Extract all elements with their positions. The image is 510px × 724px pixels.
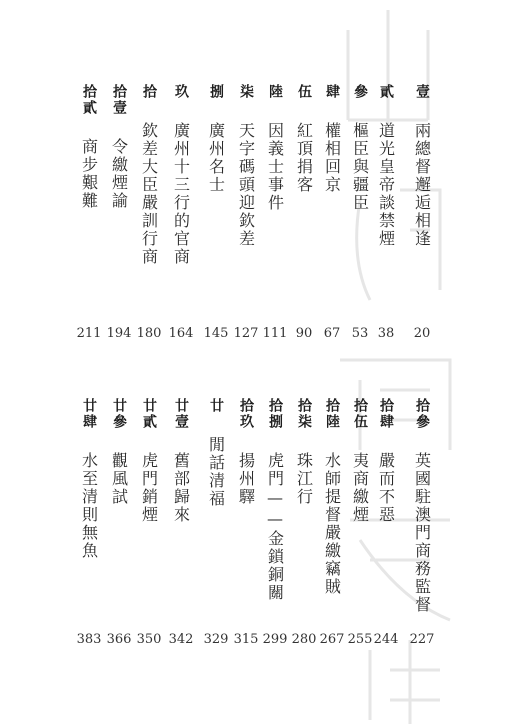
- toc-entry: [205, 398, 227, 508]
- toc-entry: [78, 84, 100, 210]
- chapter-number: 壹: [414, 84, 430, 100]
- toc-entry: [205, 84, 227, 194]
- chapter-title: 閒話清福: [206, 436, 226, 508]
- chapter-title: 虎門——金鎖銅關: [265, 452, 285, 602]
- page-number: 244: [373, 632, 399, 647]
- chapter-number: 柒: [238, 84, 254, 100]
- toc-entry: [108, 398, 130, 506]
- toc-entry: [108, 84, 130, 210]
- chapter-title: 商步艱難: [79, 138, 99, 210]
- chapter-number: 拾柒: [296, 398, 312, 430]
- toc-entry: [170, 84, 192, 266]
- page-number: 127: [233, 326, 259, 341]
- page-number: 280: [291, 632, 317, 647]
- chapter-title: 夷商繳煙: [350, 452, 370, 524]
- page-number: 255: [347, 632, 373, 647]
- chapter-title: 揚州驛: [236, 452, 256, 506]
- chapter-title: 水至清則無魚: [79, 452, 99, 560]
- page-number: 315: [233, 632, 259, 647]
- toc-entry: [321, 84, 343, 194]
- chapter-number: 拾陸: [324, 398, 340, 430]
- chapter-number: 參: [352, 84, 368, 100]
- chapter-number: 拾壹: [111, 84, 127, 116]
- chapter-number: 拾貳: [81, 84, 97, 116]
- chapter-title: 權相回京: [322, 122, 342, 194]
- chapter-number: 伍: [296, 84, 312, 100]
- chapter-number: 廿壹: [173, 398, 189, 430]
- page-number: 267: [319, 632, 345, 647]
- toc-entry: [321, 398, 343, 596]
- page-number: 383: [76, 632, 102, 647]
- chapter-title: 廣州十三行的官商: [171, 122, 191, 266]
- chapter-number: 拾肆: [378, 398, 394, 430]
- chapter-number: 肆: [324, 84, 340, 100]
- chapter-title: 嚴而不惡: [376, 452, 396, 524]
- toc-entry: [293, 398, 315, 506]
- page-number: 342: [168, 632, 194, 647]
- page-number: 164: [168, 326, 194, 341]
- page-number: 53: [351, 326, 369, 341]
- chapter-title: 天字碼頭迎欽差: [236, 122, 256, 248]
- chapter-title: 紅頂捐客: [294, 122, 314, 194]
- toc-entry: [138, 84, 160, 266]
- chapter-title: 舊部歸來: [171, 452, 191, 524]
- page-number: 329: [203, 632, 229, 647]
- chapter-number: 廿肆: [81, 398, 97, 430]
- chapter-title: 因義士事件: [265, 122, 285, 212]
- page-number: 38: [377, 326, 395, 341]
- toc-entry: [170, 398, 192, 524]
- page-number: 20: [413, 326, 431, 341]
- chapter-title: 虎門銷煙: [139, 452, 159, 524]
- chapter-number: 貳: [378, 84, 394, 100]
- toc-entry: [375, 398, 397, 524]
- chapter-number: 拾: [141, 84, 157, 100]
- chapter-title: 觀風試: [109, 452, 129, 506]
- chapter-title: 珠江行: [294, 452, 314, 506]
- page-number: 145: [203, 326, 229, 341]
- toc-entry: [264, 84, 286, 212]
- chapter-title: 廣州名士: [206, 122, 226, 194]
- chapter-number: 拾伍: [352, 398, 368, 430]
- page-number: 350: [136, 632, 162, 647]
- toc-entry: [78, 398, 100, 560]
- page-number: 366: [106, 632, 132, 647]
- chapter-title: 欽差大臣嚴訓行商: [139, 122, 159, 266]
- toc-entry: [349, 84, 371, 212]
- page-number: 211: [76, 326, 102, 341]
- chapter-number: 拾玖: [238, 398, 254, 430]
- page-number: 227: [409, 632, 435, 647]
- page-number: 194: [106, 326, 132, 341]
- chapter-number: 拾捌: [267, 398, 283, 430]
- chapter-title: 樞臣與疆臣: [350, 122, 370, 212]
- page-number: 90: [295, 326, 313, 341]
- chapter-title: 令繳煙諭: [109, 138, 129, 210]
- chapter-title: 英國駐澳門商務監督: [412, 452, 432, 614]
- page-number: 299: [262, 632, 288, 647]
- toc-entry: [411, 398, 433, 614]
- toc-entry: [235, 84, 257, 248]
- toc-entry: [293, 84, 315, 194]
- chapter-title: 道光皇帝談禁煙: [376, 122, 396, 248]
- page-number: 180: [136, 326, 162, 341]
- page-number: 67: [323, 326, 341, 341]
- chapter-title: 兩總督邂逅相逢: [412, 122, 432, 248]
- toc-entry: [411, 84, 433, 248]
- toc-entry: [349, 398, 371, 524]
- chapter-title: 水師提督嚴繳竊賊: [322, 452, 342, 596]
- page-number: 111: [262, 326, 288, 341]
- chapter-number: 玖: [173, 84, 189, 100]
- chapter-number: 拾參: [414, 398, 430, 430]
- toc-entry: [235, 398, 257, 506]
- chapter-number: 廿貳: [141, 398, 157, 430]
- toc-entry: [375, 84, 397, 248]
- chapter-number: 廿: [208, 398, 224, 414]
- chapter-number: 捌: [208, 84, 224, 100]
- toc-entry: [264, 398, 286, 602]
- chapter-number: 陸: [267, 84, 283, 100]
- toc-entry: [138, 398, 160, 524]
- chapter-number: 廿參: [111, 398, 127, 430]
